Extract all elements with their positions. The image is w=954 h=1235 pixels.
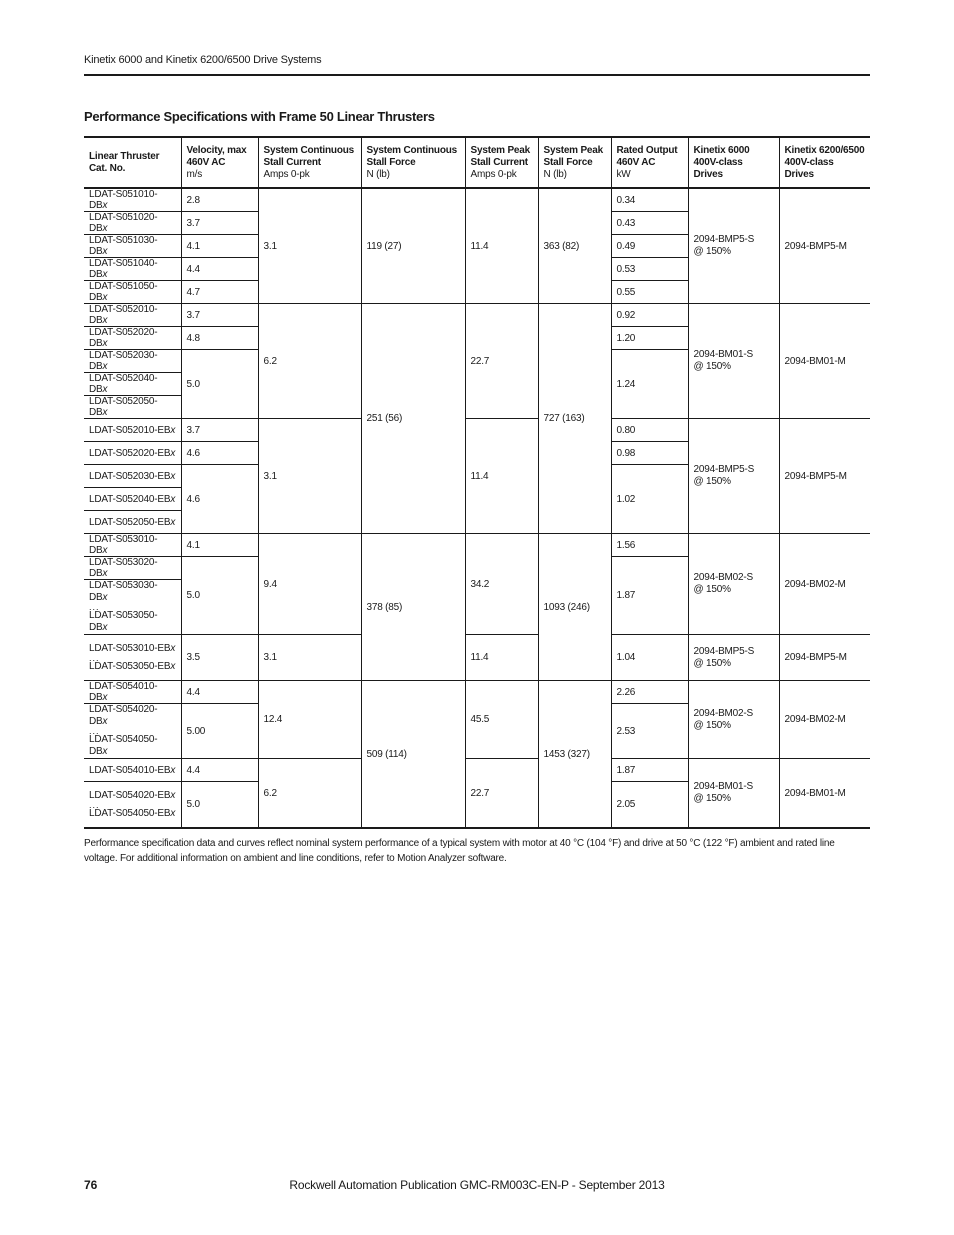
kinetix-6200-drive-cell: 2094-BMP5-M [779,635,870,681]
cat-no-cell: LDAT-S052050-EBx [84,511,181,534]
rated-output-cell: 2.05 [611,782,688,829]
rated-output-cell: 1.04 [611,635,688,681]
kinetix-6200-drive-cell: 2094-BMP5-M [779,188,870,304]
velocity-cell: 4.1 [181,534,258,557]
velocity-cell: 5.0 [181,557,258,635]
rated-output-cell: 1.02 [611,465,688,534]
cat-no-cell: LDAT-S054010-DBx [84,681,181,704]
table-row [84,304,870,327]
kinetix-6000-drive-cell: 2094-BM02-S @ 150% [688,534,779,635]
cat-no-range-cell: LDAT-S054020-EBx ... LDAT-S054050-EBx [84,782,181,829]
cont-force-cell: 509 (114) [361,681,465,829]
cont-force-cell: 251 (56) [361,304,465,534]
cat-no-cell: LDAT-S053010-DBx [84,534,181,557]
cat-no-cell: LDAT-S052030-DBx [84,350,181,373]
rated-output-cell: 1.87 [611,557,688,635]
velocity-cell: 3.5 [181,635,258,681]
col-header-peak-force: System Peak Stall Force N (lb) [538,137,611,188]
col-header-cat-no: Linear Thruster Cat. No. [84,137,181,188]
table-row [84,759,870,782]
kinetix-6000-drive-cell: 2094-BM01-S @ 150% [688,304,779,419]
cat-no-cell: LDAT-S052040-DBx [84,373,181,396]
rated-output-cell: 0.55 [611,281,688,304]
col-header-kinetix-6000: Kinetix 6000 400V-class Drives [688,137,779,188]
cont-current-cell: 6.2 [258,759,361,829]
header-rule [84,74,870,76]
kinetix-6200-drive-cell: 2094-BM01-M [779,759,870,829]
velocity-cell: 5.0 [181,350,258,419]
rated-output-cell: 0.43 [611,212,688,235]
velocity-cell: 3.7 [181,419,258,442]
table-row [84,534,870,557]
table-row [84,681,870,704]
peak-force-cell: 1453 (327) [538,681,611,829]
peak-current-cell: 22.7 [465,759,538,829]
velocity-cell: 5.0 [181,782,258,829]
cont-current-cell: 3.1 [258,635,361,681]
peak-force-cell: 727 (163) [538,304,611,534]
peak-current-cell: 34.2 [465,534,538,635]
rated-output-cell: 0.80 [611,419,688,442]
cat-no-cell: LDAT-S051020-DBx [84,212,181,235]
rated-output-cell: 1.20 [611,327,688,350]
cont-current-cell: 9.4 [258,534,361,635]
rated-output-cell: 1.87 [611,759,688,782]
cat-no-cell: LDAT-S051040-DBx [84,258,181,281]
cont-current-cell: 6.2 [258,304,361,419]
peak-force-cell: 1093 (246) [538,534,611,681]
footnote: Performance specification data and curves reflect nominal system performance of a typical system with motor at 40 °C (104 °F) and drive at 50 °C (122 °F) ambient and rated line voltage. For additional information on ambient and line conditions, refer to Motion Analyzer software. [84,838,835,864]
kinetix-6200-drive-cell: 2094-BMP5-M [779,419,870,534]
col-header-rated-output: Rated Output 460V AC kW [611,137,688,188]
kinetix-6000-drive-cell: 2094-BM01-S @ 150% [688,759,779,829]
cont-current-cell: 3.1 [258,188,361,304]
velocity-cell: 3.7 [181,212,258,235]
cat-no-range-cell: LDAT-S053010-EBx ... LDAT-S053050-EBx [84,635,181,681]
rated-output-cell: 2.53 [611,704,688,759]
peak-current-cell: 11.4 [465,635,538,681]
running-header: Kinetix 6000 and Kinetix 6200/6500 Drive Systems [84,54,322,66]
col-header-cont-current: System Continuous Stall Current Amps 0-pk [258,137,361,188]
velocity-cell: 4.4 [181,759,258,782]
cont-force-cell: 119 (27) [361,188,465,304]
cat-no-cell: LDAT-S051030-DBx [84,235,181,258]
kinetix-6000-drive-cell: 2094-BMP5-S @ 150% [688,419,779,534]
kinetix-6000-drive-cell: 2094-BM02-S @ 150% [688,681,779,759]
col-header-kinetix-6200: Kinetix 6200/6500 400V-class Drives [779,137,870,188]
velocity-cell: 4.4 [181,258,258,281]
velocity-cell: 4.4 [181,681,258,704]
velocity-cell: 4.7 [181,281,258,304]
velocity-cell: 2.8 [181,188,258,212]
peak-current-cell: 11.4 [465,419,538,534]
velocity-cell: 4.6 [181,442,258,465]
velocity-cell: 4.1 [181,235,258,258]
col-header-cont-force: System Continuous Stall Force N (lb) [361,137,465,188]
kinetix-6200-drive-cell: 2094-BM02-M [779,681,870,759]
rated-output-cell: 2.26 [611,681,688,704]
cat-no-cell: LDAT-S054010-EBx [84,759,181,782]
velocity-cell: 5.00 [181,704,258,759]
page-number: 76 [84,1178,98,1192]
cat-no-cell: LDAT-S052020-DBx [84,327,181,350]
cat-no-cell: LDAT-S051050-DBx [84,281,181,304]
cont-current-cell: 12.4 [258,681,361,759]
rated-output-cell: 0.49 [611,235,688,258]
cat-no-cell: LDAT-S051010-DBx [84,188,181,212]
cat-no-cell: LDAT-S053020-DBx [84,557,181,580]
col-header-velocity: Velocity, max 460V AC m/s [181,137,258,188]
kinetix-6000-drive-cell: 2094-BMP5-S @ 150% [688,635,779,681]
col-header-peak-current: System Peak Stall Current Amps 0-pk [465,137,538,188]
peak-force-cell: 363 (82) [538,188,611,304]
rated-output-cell: 0.53 [611,258,688,281]
rated-output-cell: 1.56 [611,534,688,557]
table-row [84,419,870,442]
cat-no-cell: LDAT-S052050-DBx [84,396,181,419]
cat-no-range-cell: LDAT-S053030-DBx ... LDAT-S053050-DBx [84,580,181,635]
table-header-row [84,137,870,188]
velocity-cell: 3.7 [181,304,258,327]
cat-no-cell: LDAT-S052040-EBx [84,488,181,511]
performance-spec-table [84,136,870,829]
table-row [84,635,870,681]
rated-output-cell: 0.98 [611,442,688,465]
publication-footer: Rockwell Automation Publication GMC-RM003C-EN-P - September 2013 [289,1178,665,1192]
kinetix-6000-drive-cell: 2094-BMP5-S @ 150% [688,188,779,304]
velocity-cell: 4.6 [181,465,258,534]
peak-current-cell: 11.4 [465,188,538,304]
rated-output-cell: 0.92 [611,304,688,327]
rated-output-cell: 0.34 [611,188,688,212]
cont-current-cell: 3.1 [258,419,361,534]
cat-no-cell: LDAT-S052020-EBx [84,442,181,465]
velocity-cell: 4.8 [181,327,258,350]
peak-current-cell: 22.7 [465,304,538,419]
table-row [84,188,870,212]
section-title: Performance Specifications with Frame 50 Linear Thrusters [84,109,435,124]
cont-force-cell: 378 (85) [361,534,465,681]
cat-no-cell: LDAT-S052010-DBx [84,304,181,327]
peak-current-cell: 45.5 [465,681,538,759]
rated-output-cell: 1.24 [611,350,688,419]
cat-no-range-cell: LDAT-S054020-DBx ... LDAT-S054050-DBx [84,704,181,759]
cat-no-cell: LDAT-S052030-EBx [84,465,181,488]
kinetix-6200-drive-cell: 2094-BM02-M [779,534,870,635]
kinetix-6200-drive-cell: 2094-BM01-M [779,304,870,419]
cat-no-cell: LDAT-S052010-EBx [84,419,181,442]
